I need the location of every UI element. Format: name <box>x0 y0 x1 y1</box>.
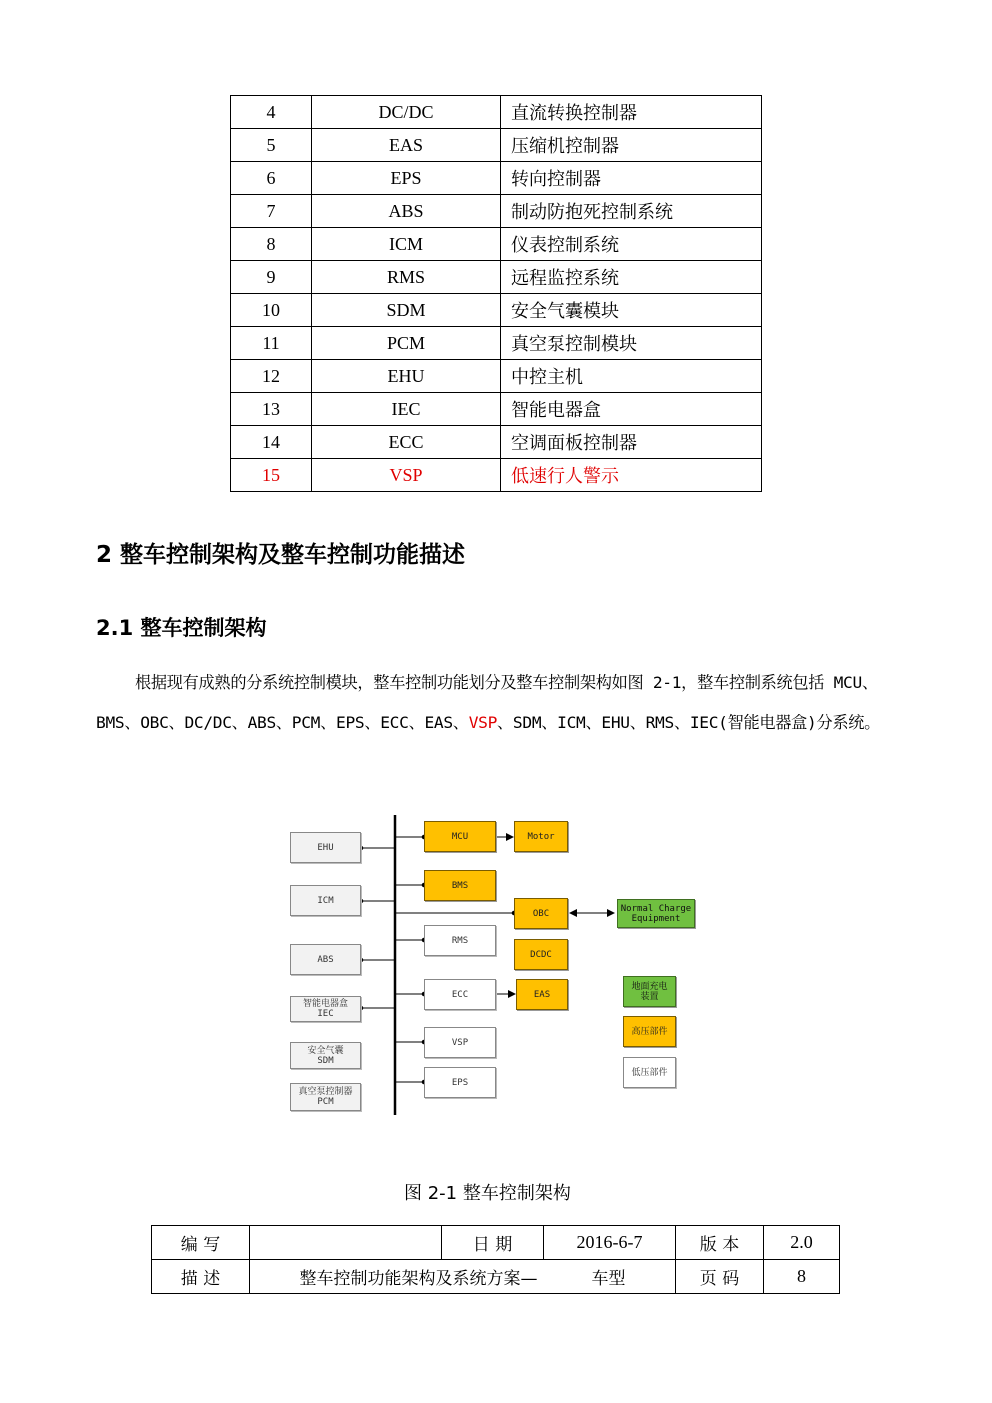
vsp-box: VSP <box>424 1027 496 1058</box>
footer-row-2 <box>152 1260 840 1294</box>
row-number: 7 <box>231 195 312 228</box>
author-value <box>250 1226 442 1260</box>
table-row <box>231 327 762 360</box>
desc-label: 描 述 <box>152 1260 250 1294</box>
legend-ground-charger: 地面充电 装置 <box>623 976 676 1007</box>
intro-paragraph <box>96 663 896 743</box>
module-code: RMS <box>312 261 501 294</box>
module-code: SDM <box>312 294 501 327</box>
ehu-box: EHU <box>290 832 361 863</box>
module-name: 空调面板控制器 <box>501 426 762 459</box>
row-number: 4 <box>231 96 312 129</box>
row-number: 14 <box>231 426 312 459</box>
footer-row-1 <box>152 1226 840 1260</box>
icm-box: ICM <box>290 885 361 916</box>
iec-box: 智能电器盒 IEC <box>290 996 361 1022</box>
module-name: 智能电器盒 <box>501 393 762 426</box>
row-number: 9 <box>231 261 312 294</box>
module-name: 制动防抱死控制系统 <box>501 195 762 228</box>
dcdc-box: DCDC <box>514 939 568 970</box>
module-name: 低速行人警示 <box>501 459 762 492</box>
page-value: 8 <box>764 1260 840 1294</box>
normal-charge-box: Normal Charge Equipment <box>617 899 695 928</box>
module-code: ABS <box>312 195 501 228</box>
table-row <box>231 426 762 459</box>
module-code: EHU <box>312 360 501 393</box>
version-label: 版 本 <box>676 1226 764 1260</box>
module-table-body <box>231 96 762 492</box>
legend-low-voltage: 低压部件 <box>623 1057 676 1088</box>
legend-high-voltage: 高压部件 <box>623 1016 676 1047</box>
date-value: 2016-6-7 <box>544 1226 676 1260</box>
module-name: 远程监控系统 <box>501 261 762 294</box>
table-row <box>231 96 762 129</box>
author-label: 编 写 <box>152 1226 250 1260</box>
module-name: 压缩机控制器 <box>501 129 762 162</box>
obc-box: OBC <box>514 898 568 929</box>
module-name: 转向控制器 <box>501 162 762 195</box>
row-number: 13 <box>231 393 312 426</box>
module-code: IEC <box>312 393 501 426</box>
motor-box: Motor <box>514 821 568 852</box>
row-number: 6 <box>231 162 312 195</box>
table-row <box>231 459 762 492</box>
module-name: 真空泵控制模块 <box>501 327 762 360</box>
table-row <box>231 228 762 261</box>
table-row <box>231 360 762 393</box>
module-name: 直流转换控制器 <box>501 96 762 129</box>
module-name: 仪表控制系统 <box>501 228 762 261</box>
version-value: 2.0 <box>764 1226 840 1260</box>
desc-value: 整车控制功能架构及系统方案— 车型 <box>250 1260 676 1294</box>
paragraph-highlight: VSP <box>468 713 498 732</box>
bms-box: BMS <box>424 870 496 901</box>
module-name: 中控主机 <box>501 360 762 393</box>
row-number: 11 <box>231 327 312 360</box>
architecture-diagram <box>286 815 706 1120</box>
row-number: 10 <box>231 294 312 327</box>
table-row <box>231 393 762 426</box>
row-number: 8 <box>231 228 312 261</box>
row-number: 15 <box>231 459 312 492</box>
module-name: 安全气囊模块 <box>501 294 762 327</box>
module-code: PCM <box>312 327 501 360</box>
sdm-box: 安全气囊 SDM <box>290 1042 361 1069</box>
rms-box: RMS <box>424 925 496 956</box>
module-table <box>230 95 762 492</box>
figure-caption: 图 2-1 整车控制架构 <box>404 1183 571 1204</box>
module-code: ECC <box>312 426 501 459</box>
table-row <box>231 129 762 162</box>
module-code: DC/DC <box>312 96 501 129</box>
footer-table <box>151 1225 840 1294</box>
eps-box: EPS <box>424 1067 496 1098</box>
section-heading: 2 整车控制架构及整车控制功能描述 <box>96 542 466 568</box>
abs-box: ABS <box>290 944 361 975</box>
table-row <box>231 195 762 228</box>
module-code: EAS <box>312 129 501 162</box>
subsection-heading: 2.1 整车控制架构 <box>96 616 267 640</box>
mcu-box: MCU <box>424 821 496 852</box>
row-number: 12 <box>231 360 312 393</box>
ecc-box: ECC <box>424 979 496 1010</box>
row-number: 5 <box>231 129 312 162</box>
table-row <box>231 294 762 327</box>
module-code: EPS <box>312 162 501 195</box>
date-label: 日 期 <box>442 1226 544 1260</box>
page-label: 页 码 <box>676 1260 764 1294</box>
table-row <box>231 261 762 294</box>
module-code: ICM <box>312 228 501 261</box>
paragraph-text-2: 、SDM、ICM、EHU、RMS、IEC(智能电器盒)分系统。 <box>497 713 881 732</box>
eas-box: EAS <box>516 979 568 1010</box>
paragraph-text-1: 根据现有成熟的分系统控制模块，整车控制功能划分及整车控制架构如图 2-1，整车控制系统包括 MCU、BMS、OBC、DC/DC、ABS、PCM、EPS、ECC、EAS、 <box>96 673 878 732</box>
table-row <box>231 162 762 195</box>
pcm-box: 真空泵控制器 PCM <box>290 1083 361 1111</box>
module-code: VSP <box>312 459 501 492</box>
